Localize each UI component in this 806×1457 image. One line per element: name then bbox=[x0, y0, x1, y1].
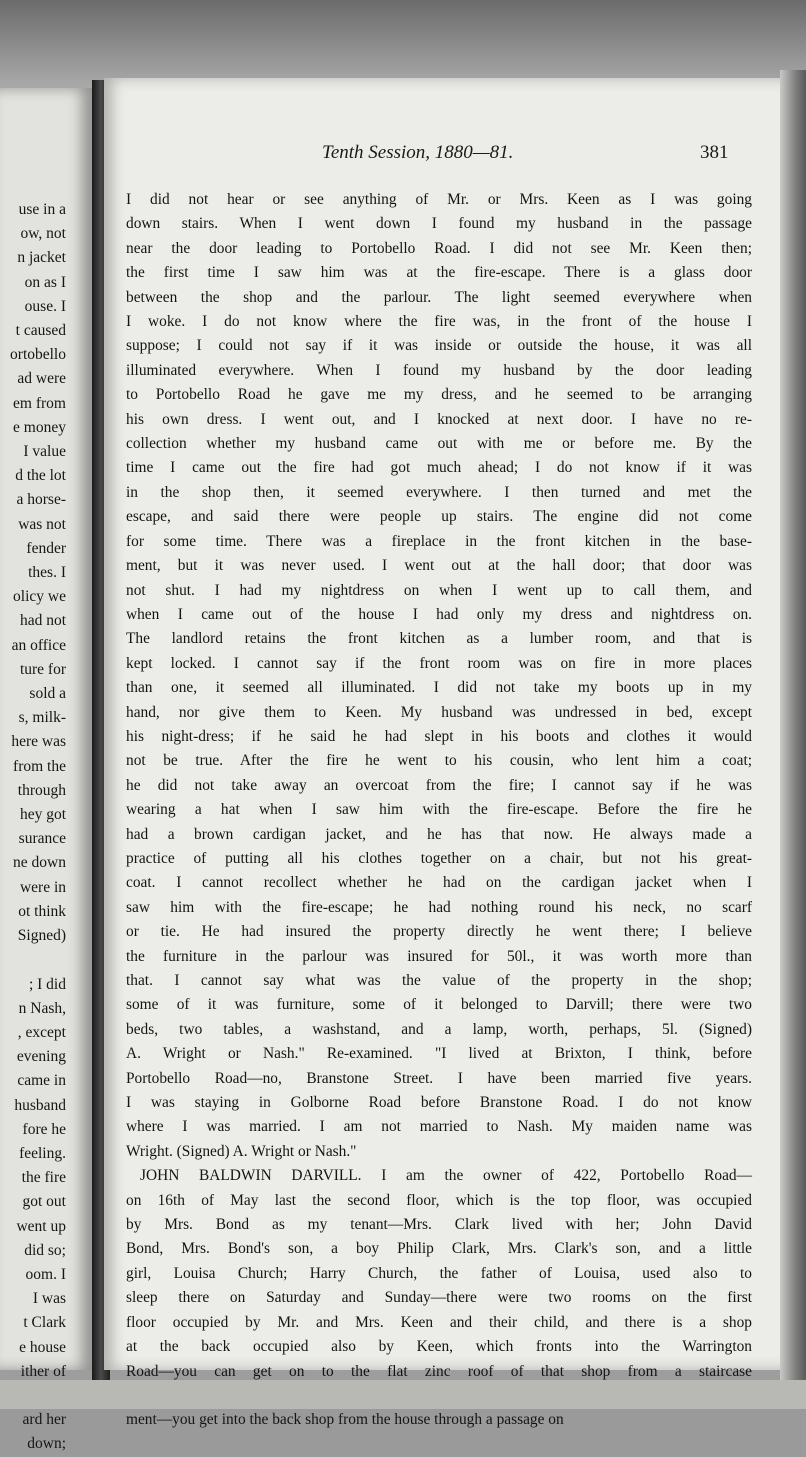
left-page-line: ard her bbox=[22, 1411, 66, 1429]
left-page-line bbox=[0, 948, 92, 972]
text-line: near the door leading to Portobello Road. I did not see Mr. Keen then; bbox=[126, 239, 752, 257]
text-line: practice of putting all his clothes together on a chair, but not his great- bbox=[126, 849, 752, 867]
left-page-line: use in a bbox=[18, 201, 66, 218]
text-line: the furniture in the parlour was insured for 50l., it was worth more than bbox=[126, 947, 752, 965]
left-page-line: came in bbox=[17, 1072, 66, 1090]
text-line: not shut. I had my nightdress on when I went up to call them, and bbox=[126, 581, 752, 599]
text-line: some of it was furniture, some of it belonged to Darvill; there were two bbox=[126, 996, 752, 1014]
left-page-line: d the lot bbox=[15, 467, 66, 485]
text-line: Bond, Mrs. Bond's son, a boy Philip Clark, Mrs. Clark's son, and a little bbox=[126, 1240, 752, 1258]
left-page-line: olicy we bbox=[13, 588, 66, 606]
left-page-line: I value bbox=[23, 443, 66, 461]
text-line: sleep there on Saturday and Sunday—there were two rooms on the first bbox=[126, 1289, 752, 1307]
left-page-line: feeling. bbox=[19, 1144, 66, 1162]
left-page-line: I was bbox=[32, 1290, 66, 1308]
left-page-line: surance bbox=[18, 830, 66, 848]
text-line: between the shop and the parlour. The light seemed everywhere when bbox=[126, 288, 752, 306]
left-page-line: n jacket bbox=[17, 249, 66, 267]
left-page-line: did so; bbox=[24, 1241, 66, 1259]
text-line: than one, it seemed all illuminated. I did not take my boots up in my bbox=[126, 679, 752, 697]
text-line: I was staying in Golborne Road before Branstone Road. I do not know bbox=[126, 1094, 752, 1112]
text-line: not be true. After the fire he went to his cousin, who lent him a coat; bbox=[126, 752, 752, 770]
text-line: on 16th of May last the second floor, which is the top floor, was occupied bbox=[126, 1191, 752, 1209]
text-line: Portobello Road—no, Branstone Street. I have been married five years. bbox=[126, 1069, 752, 1087]
left-page-line: an office bbox=[11, 636, 66, 654]
left-page-line: t caused bbox=[15, 322, 66, 340]
left-page-line: evening bbox=[16, 1048, 66, 1066]
left-page-line: here was bbox=[11, 733, 66, 751]
left-page-line: fender bbox=[26, 539, 66, 557]
text-line: suppose; I could not say if it was inside or outside the house, it was all bbox=[126, 337, 752, 355]
text-line: I did not hear or see anything of Mr. or Mrs. Keen as I was going bbox=[126, 191, 752, 208]
left-page-line: , except bbox=[17, 1023, 66, 1041]
left-page-line: n Nash, bbox=[18, 999, 66, 1017]
left-page-line: were in bbox=[19, 878, 66, 896]
text-line: coat. I cannot recollect whether he had on the cardigan jacket when I bbox=[126, 874, 752, 892]
left-page-line: hey got bbox=[19, 806, 66, 824]
left-page-line: ne down bbox=[13, 854, 66, 872]
text-line: Road—you can get on to the flat zinc roof of that shop from a staircase bbox=[126, 1362, 752, 1380]
left-page-line: had not bbox=[19, 612, 66, 630]
text-line: that. I cannot say what was the value of the property in the shop; bbox=[126, 972, 752, 989]
text-line: I woke. I do not know where the fire was, in the front of the house I bbox=[126, 313, 752, 331]
left-page-text bbox=[0, 198, 92, 1457]
page-text-body bbox=[126, 188, 752, 1433]
text-line: The landlord retains the front kitchen as a lumber room, and that is bbox=[126, 630, 752, 648]
text-line: by Mrs. Bond as my tenant—Mrs. Clark lived with her; John David bbox=[126, 1216, 752, 1234]
left-page-line: was not bbox=[18, 515, 66, 533]
text-line: his own dress. I went out, and I knocked at next door. I have no re- bbox=[126, 410, 752, 428]
text-line: he did not take away an overcoat from the fire; I cannot say if he was bbox=[126, 776, 752, 794]
text-line: ment—you get into the back shop from the house through a passage on bbox=[126, 1411, 564, 1429]
text-line: time I came out the fire had got much ahead; I do not know if it was bbox=[126, 459, 752, 477]
running-head-title: Tenth Session, 1880—81. bbox=[322, 142, 514, 163]
text-line: floor occupied by Mr. and Mrs. Keen and their child, and there is a shop bbox=[126, 1313, 752, 1331]
text-line: in the shop then, it seemed everywhere. I then turned and met the bbox=[126, 483, 752, 501]
text-line: A. Wright or Nash." Re-examined. "I lived at Brixton, I think, before bbox=[126, 1045, 752, 1063]
left-page-line: thes. I bbox=[28, 564, 66, 582]
left-page-line: got out bbox=[22, 1193, 66, 1211]
text-line: saw him with the fire-escape; he had nothing round his neck, no scarf bbox=[126, 898, 752, 916]
text-line: his night-dress; if he said he had slept in his boots and clothes it would bbox=[126, 727, 752, 745]
left-page-line: e house bbox=[19, 1338, 66, 1356]
text-line: down stairs. When I went down I found my husband in the passage bbox=[126, 215, 752, 233]
left-page-line: oom. I bbox=[25, 1265, 66, 1283]
left-page-line: a horse- bbox=[16, 491, 66, 509]
left-page-line: on as I bbox=[24, 273, 66, 291]
left-page-line: ad were bbox=[17, 370, 66, 388]
text-line: the first time I saw him was at the fire-escape. There is a glass door bbox=[126, 264, 752, 282]
text-line: kept locked. I cannot say if the front room was on fire in more places bbox=[126, 654, 752, 672]
left-page-line: ouse. I bbox=[24, 297, 66, 315]
left-page bbox=[0, 88, 95, 1453]
left-page-line: t Clark bbox=[23, 1314, 66, 1332]
left-page-line: e money bbox=[13, 418, 66, 436]
text-line: had a brown cardigan jacket, and he has that now. He always made a bbox=[126, 825, 752, 843]
text-line: collection whether my husband came out with me or before me. By the bbox=[126, 435, 752, 453]
left-page-line: ture for bbox=[19, 660, 66, 678]
scan-bottom-margin bbox=[0, 1380, 806, 1409]
text-line: at the back occupied also by Keen, which fronts into the Warrington bbox=[126, 1338, 752, 1356]
page-edge bbox=[780, 70, 806, 1390]
left-page-line: from the bbox=[13, 757, 66, 775]
text-line: beds, two tables, a washstand, and a lamp, worth, perhaps, 5l. (Signed) bbox=[126, 1020, 752, 1038]
text-line: for some time. There was a fireplace in the front kitchen in the base- bbox=[126, 532, 752, 550]
right-page bbox=[104, 78, 788, 1429]
text-line: girl, Louisa Church; Harry Church, the father of Louisa, used also to bbox=[126, 1264, 752, 1282]
text-line: JOHN BALDWIN DARVILL. I am the owner of 422, Portobello Road— bbox=[140, 1167, 752, 1185]
left-page-line: fore he bbox=[22, 1120, 66, 1138]
left-page-line: ow, not bbox=[20, 225, 66, 243]
left-page-line: em from bbox=[13, 394, 66, 412]
text-line: or tie. He had insured the property directly he went there; I believe bbox=[126, 923, 752, 941]
left-page-line: Signed) bbox=[17, 927, 66, 945]
left-page-line: through bbox=[17, 781, 66, 799]
page-number: 381 bbox=[700, 142, 729, 163]
running-head bbox=[104, 142, 788, 172]
left-page-line: the fire bbox=[21, 1169, 66, 1187]
left-page-line: ; I did bbox=[28, 975, 66, 993]
text-line: escape, and said there were people up stairs. The engine did not come bbox=[126, 508, 752, 526]
left-page-line: went up bbox=[16, 1217, 66, 1235]
left-page-line: husband bbox=[14, 1096, 66, 1114]
left-page-line: ortobello bbox=[10, 346, 66, 364]
text-line: Wright. (Signed) A. Wright or Nash." bbox=[126, 1142, 357, 1160]
left-page-line: ot think bbox=[18, 902, 66, 920]
left-page-line: down; bbox=[27, 1435, 66, 1453]
text-line: wearing a hat when I saw him with the fire-escape. Before the fire he bbox=[126, 801, 752, 819]
text-line: to Portobello Road he gave me my dress, and he seemed to be arranging bbox=[126, 386, 752, 404]
text-line: ment, but it was never used. I went out at the hall door; that door was bbox=[126, 557, 752, 575]
left-page-line: sold a bbox=[29, 685, 66, 703]
text-line: when I came out of the house I had only my dress and nightdress on. bbox=[126, 605, 752, 623]
text-line: illuminated everywhere. When I found my husband by the door leading bbox=[126, 361, 752, 379]
left-page-line: ither of bbox=[20, 1362, 66, 1380]
text-line: where I was married. I am not married to Nash. My maiden name was bbox=[126, 1118, 752, 1136]
text-line: hand, nor give them to Keen. My husband was undressed in bed, except bbox=[126, 703, 752, 721]
left-page-line: s, milk- bbox=[18, 709, 66, 727]
